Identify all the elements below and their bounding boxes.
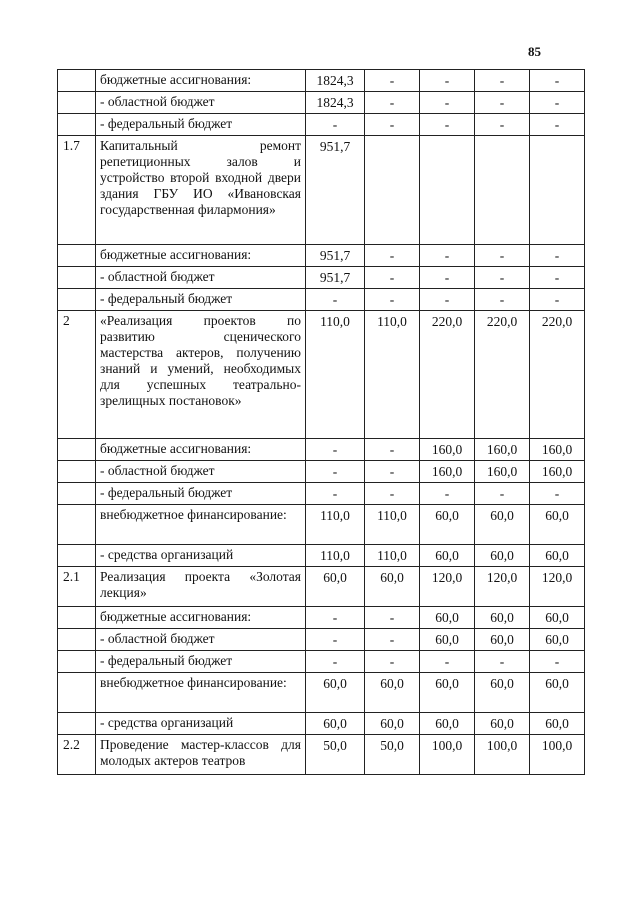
- value-cell: 60,0: [475, 713, 530, 735]
- value-cell: 60,0: [530, 673, 585, 713]
- row-label: - федеральный бюджет: [96, 289, 306, 311]
- row-label: бюджетные ассигнования:: [96, 70, 306, 92]
- value-cell: 160,0: [475, 439, 530, 461]
- value-cell: 1824,3: [306, 92, 365, 114]
- value-cell: -: [475, 483, 530, 505]
- row-label: - средства организаций: [96, 713, 306, 735]
- value-cell: 110,0: [365, 505, 420, 545]
- value-cell: -: [365, 245, 420, 267]
- value-cell: -: [365, 70, 420, 92]
- value-cell: -: [475, 114, 530, 136]
- value-cell: 60,0: [475, 607, 530, 629]
- value-cell: 160,0: [420, 439, 475, 461]
- row-number: [58, 114, 96, 136]
- row-number: [58, 505, 96, 545]
- table-row: [58, 245, 585, 267]
- row-label: Реализация проекта «Золотая лекция»: [96, 567, 306, 607]
- table-row: [58, 114, 585, 136]
- value-cell: 60,0: [475, 629, 530, 651]
- table-row: [58, 267, 585, 289]
- row-number: [58, 607, 96, 629]
- value-cell: -: [365, 267, 420, 289]
- value-cell: 220,0: [530, 311, 585, 439]
- value-cell: 60,0: [365, 567, 420, 607]
- row-number: [58, 629, 96, 651]
- value-cell: -: [365, 114, 420, 136]
- table-row: [58, 483, 585, 505]
- value-cell: [475, 136, 530, 245]
- table-row: [58, 567, 585, 607]
- table-row: [58, 289, 585, 311]
- value-cell: -: [306, 629, 365, 651]
- value-cell: -: [530, 289, 585, 311]
- value-cell: -: [530, 245, 585, 267]
- value-cell: -: [475, 651, 530, 673]
- value-cell: 60,0: [475, 505, 530, 545]
- value-cell: 60,0: [530, 545, 585, 567]
- table-row: [58, 439, 585, 461]
- value-cell: 60,0: [420, 629, 475, 651]
- row-number: 2.1: [58, 567, 96, 607]
- value-cell: 110,0: [306, 545, 365, 567]
- value-cell: -: [306, 461, 365, 483]
- value-cell: -: [530, 267, 585, 289]
- value-cell: 60,0: [306, 567, 365, 607]
- value-cell: -: [420, 483, 475, 505]
- row-label: - областной бюджет: [96, 267, 306, 289]
- table-row: [58, 651, 585, 673]
- row-label: - федеральный бюджет: [96, 651, 306, 673]
- row-number: 1.7: [58, 136, 96, 245]
- value-cell: -: [306, 651, 365, 673]
- value-cell: 120,0: [475, 567, 530, 607]
- value-cell: 110,0: [306, 311, 365, 439]
- row-number: [58, 70, 96, 92]
- page-number: 85: [528, 44, 541, 59]
- value-cell: -: [365, 483, 420, 505]
- value-cell: -: [365, 629, 420, 651]
- row-label: бюджетные ассигнования:: [96, 607, 306, 629]
- value-cell: 60,0: [420, 673, 475, 713]
- table-row: [58, 629, 585, 651]
- table-row: [58, 136, 585, 245]
- row-number: [58, 651, 96, 673]
- value-cell: 951,7: [306, 245, 365, 267]
- row-label: внебюджетное финансирование:: [96, 673, 306, 713]
- row-label: «Реализация проектов по развитию сценического мастерства актеров, получению знаний и умений, необходимых для успешных театрально-зрелищных постановок»: [96, 311, 306, 439]
- value-cell: -: [420, 114, 475, 136]
- row-number: 2.2: [58, 735, 96, 775]
- value-cell: -: [365, 651, 420, 673]
- row-number: [58, 245, 96, 267]
- row-label: бюджетные ассигнования:: [96, 439, 306, 461]
- value-cell: 951,7: [306, 136, 365, 245]
- row-number: [58, 267, 96, 289]
- value-cell: 120,0: [420, 567, 475, 607]
- value-cell: 100,0: [475, 735, 530, 775]
- value-cell: 60,0: [365, 713, 420, 735]
- table-row: [58, 92, 585, 114]
- value-cell: 60,0: [475, 673, 530, 713]
- value-cell: -: [420, 92, 475, 114]
- value-cell: 60,0: [306, 673, 365, 713]
- value-cell: 120,0: [530, 567, 585, 607]
- row-number: [58, 545, 96, 567]
- value-cell: 220,0: [475, 311, 530, 439]
- value-cell: 160,0: [475, 461, 530, 483]
- value-cell: 110,0: [365, 545, 420, 567]
- value-cell: [420, 136, 475, 245]
- value-cell: -: [365, 92, 420, 114]
- value-cell: -: [530, 651, 585, 673]
- value-cell: -: [306, 114, 365, 136]
- value-cell: 60,0: [530, 713, 585, 735]
- row-label: Капитальный ремонт репетиционных залов и устройство второй входной двери здания ГБУ ИО «Ивановская государственная филармония»: [96, 136, 306, 245]
- value-cell: -: [530, 114, 585, 136]
- table-row: [58, 713, 585, 735]
- table-row: [58, 673, 585, 713]
- value-cell: [530, 136, 585, 245]
- row-label: бюджетные ассигнования:: [96, 245, 306, 267]
- row-label: - областной бюджет: [96, 461, 306, 483]
- value-cell: 1824,3: [306, 70, 365, 92]
- value-cell: -: [306, 439, 365, 461]
- row-label: - средства организаций: [96, 545, 306, 567]
- value-cell: -: [475, 289, 530, 311]
- value-cell: -: [475, 70, 530, 92]
- value-cell: 100,0: [530, 735, 585, 775]
- value-cell: 60,0: [420, 713, 475, 735]
- value-cell: 50,0: [365, 735, 420, 775]
- value-cell: -: [530, 70, 585, 92]
- row-number: [58, 461, 96, 483]
- value-cell: 50,0: [306, 735, 365, 775]
- value-cell: [365, 136, 420, 245]
- row-label: внебюджетное финансирование:: [96, 505, 306, 545]
- row-label: Проведение мастер-классов для молодых актеров театров: [96, 735, 306, 775]
- table-row: [58, 505, 585, 545]
- value-cell: 100,0: [420, 735, 475, 775]
- value-cell: -: [420, 245, 475, 267]
- table-row: [58, 607, 585, 629]
- row-label: - областной бюджет: [96, 629, 306, 651]
- row-number: [58, 673, 96, 713]
- value-cell: 160,0: [420, 461, 475, 483]
- table-row: [58, 70, 585, 92]
- value-cell: -: [420, 267, 475, 289]
- row-label: - областной бюджет: [96, 92, 306, 114]
- row-number: [58, 713, 96, 735]
- value-cell: 951,7: [306, 267, 365, 289]
- value-cell: 60,0: [475, 545, 530, 567]
- table-row: [58, 461, 585, 483]
- row-number: 2: [58, 311, 96, 439]
- value-cell: -: [365, 607, 420, 629]
- value-cell: -: [475, 267, 530, 289]
- value-cell: -: [530, 92, 585, 114]
- value-cell: -: [475, 92, 530, 114]
- value-cell: 110,0: [306, 505, 365, 545]
- value-cell: -: [365, 439, 420, 461]
- value-cell: 60,0: [530, 505, 585, 545]
- value-cell: 220,0: [420, 311, 475, 439]
- row-label: - федеральный бюджет: [96, 114, 306, 136]
- value-cell: 160,0: [530, 439, 585, 461]
- budget-table: [57, 69, 585, 775]
- row-label: - федеральный бюджет: [96, 483, 306, 505]
- value-cell: 110,0: [365, 311, 420, 439]
- table-row: [58, 545, 585, 567]
- value-cell: -: [475, 245, 530, 267]
- value-cell: -: [306, 607, 365, 629]
- value-cell: -: [306, 483, 365, 505]
- value-cell: -: [420, 70, 475, 92]
- row-number: [58, 483, 96, 505]
- value-cell: 60,0: [530, 607, 585, 629]
- value-cell: -: [420, 651, 475, 673]
- row-number: [58, 92, 96, 114]
- value-cell: -: [365, 461, 420, 483]
- value-cell: -: [365, 289, 420, 311]
- table-row: [58, 735, 585, 775]
- value-cell: 60,0: [365, 673, 420, 713]
- row-number: [58, 289, 96, 311]
- value-cell: 60,0: [420, 545, 475, 567]
- value-cell: 60,0: [530, 629, 585, 651]
- row-number: [58, 439, 96, 461]
- value-cell: 60,0: [306, 713, 365, 735]
- value-cell: -: [306, 289, 365, 311]
- table-body: [58, 70, 585, 775]
- value-cell: 60,0: [420, 607, 475, 629]
- table-row: [58, 311, 585, 439]
- value-cell: 60,0: [420, 505, 475, 545]
- value-cell: 160,0: [530, 461, 585, 483]
- value-cell: -: [530, 483, 585, 505]
- value-cell: -: [420, 289, 475, 311]
